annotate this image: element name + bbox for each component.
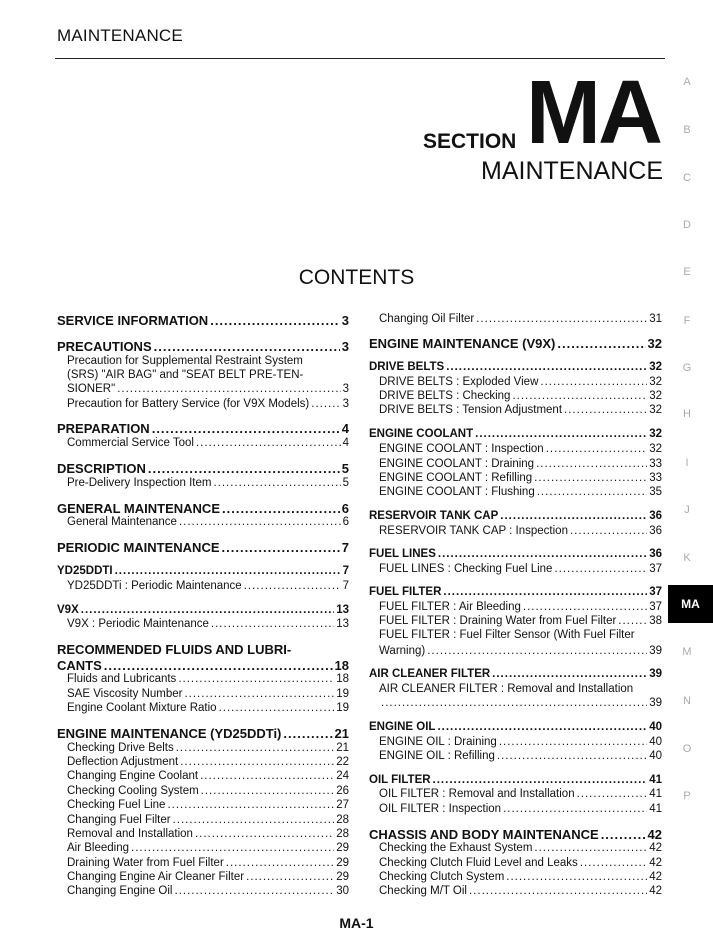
toc-page-number: 40: [649, 750, 662, 762]
toc-entry-text: Pre-Delivery Inspection Item: [67, 477, 212, 489]
section-tab[interactable]: P: [683, 790, 691, 802]
toc-entry-text: ENGINE OIL: [369, 721, 436, 733]
dot-leader: [536, 458, 647, 470]
toc-item[interactable]: [67, 398, 349, 410]
toc-page-number: 5: [341, 461, 349, 476]
dot-leader: [570, 525, 647, 537]
toc-heading[interactable]: [57, 501, 349, 516]
toc-page-number: 32: [649, 404, 662, 416]
section-tab[interactable]: J: [684, 504, 690, 516]
toc-page-number: 3: [341, 339, 349, 354]
toc-item[interactable]: [379, 458, 662, 470]
toc-entry-text: ENGINE OIL : Draining: [379, 736, 497, 748]
dot-leader: [503, 803, 647, 815]
header-rule: [55, 58, 665, 59]
toc-item[interactable]: [379, 313, 662, 325]
dot-leader: [497, 750, 647, 762]
toc-item[interactable]: [379, 615, 662, 627]
toc-page-number: 32: [649, 376, 662, 388]
section-tab[interactable]: G: [682, 362, 692, 374]
dot-leader: [618, 615, 647, 627]
toc-heading[interactable]: [369, 361, 662, 373]
toc-entry-text: OIL FILTER: [369, 774, 431, 786]
toc-entry-text: AIR CLEANER FILTER : Removal and Installation: [379, 683, 634, 695]
toc-item[interactable]: [67, 742, 349, 754]
toc-page-number: 21: [334, 726, 349, 741]
dot-leader: [167, 799, 334, 811]
dot-leader: [179, 516, 341, 528]
toc-entry-text: ENGINE COOLANT : Refilling: [379, 472, 533, 484]
toc-entry-text: Commercial Service Tool: [67, 437, 194, 449]
toc-page-number: 37: [649, 586, 662, 598]
toc-page-number: 36: [649, 510, 662, 522]
toc-entry-text: RESERVOIR TANK CAP: [369, 510, 499, 522]
toc-entry-text: FUEL FILTER : Fuel Filter Sensor (With Fuel Filter: [379, 629, 635, 641]
toc-item[interactable]: [67, 871, 349, 883]
toc-page-number: 7: [342, 565, 349, 577]
toc-heading[interactable]: [57, 421, 349, 436]
toc-item[interactable]: [379, 788, 662, 800]
toc-entry-text: Engine Coolant Mixture Ratio: [67, 702, 217, 714]
toc-page-number: 38: [649, 615, 662, 627]
toc-entry-text: Precaution for Supplemental Restraint System: [67, 355, 303, 367]
toc-item[interactable]: [67, 383, 349, 395]
toc-item[interactable]: [67, 437, 349, 449]
toc-item[interactable]: [67, 516, 349, 528]
toc-heading[interactable]: [369, 721, 662, 733]
dot-leader: [104, 658, 333, 673]
toc-page-number: 37: [649, 563, 662, 575]
toc-item[interactable]: [67, 355, 349, 367]
toc-entry-text: ENGINE COOLANT : Draining: [379, 458, 535, 470]
dot-leader: [195, 828, 334, 840]
dot-leader: [540, 376, 647, 388]
page-number: MA-1: [339, 915, 374, 931]
toc-item[interactable]: [379, 885, 662, 897]
toc-page-number: 32: [649, 428, 662, 440]
toc-page-number: 26: [336, 785, 349, 797]
section-tab[interactable]: A: [683, 76, 691, 88]
page-header-label: MAINTENANCE: [57, 26, 183, 45]
toc-page-number: 39: [649, 697, 662, 709]
toc-heading[interactable]: [57, 339, 349, 354]
toc-page-number: 13: [336, 604, 349, 616]
dot-leader: [226, 857, 334, 869]
toc-item[interactable]: [379, 645, 662, 657]
toc-item[interactable]: [67, 369, 349, 381]
toc-page-number: 18: [334, 658, 349, 673]
toc-item[interactable]: [67, 785, 349, 797]
dot-leader: [176, 742, 334, 754]
dot-leader: [437, 721, 647, 733]
toc-entry-text: Removal and Installation: [67, 828, 193, 840]
toc-item[interactable]: [379, 697, 662, 709]
toc-page-number: 4: [342, 437, 349, 449]
toc-entry-text: Changing Engine Air Cleaner Filter: [67, 871, 245, 883]
toc-entry-text: ENGINE OIL : Refilling: [379, 750, 495, 762]
toc-item[interactable]: [379, 404, 662, 416]
toc-item[interactable]: [67, 828, 349, 840]
dot-leader: [244, 580, 341, 592]
dot-leader: [534, 472, 647, 484]
toc-page-number: 42: [649, 885, 662, 897]
toc-entry-text: OIL FILTER : Inspection: [379, 803, 502, 815]
section-tab[interactable]: H: [683, 408, 691, 420]
toc-entry-text: Checking Drive Belts: [67, 742, 174, 754]
toc-heading[interactable]: [57, 540, 349, 555]
toc-page-number: 22: [336, 756, 349, 768]
toc-heading[interactable]: [369, 774, 662, 786]
toc-page-number: 32: [647, 336, 662, 351]
dot-leader: [492, 668, 647, 680]
toc-page-number: 29: [336, 842, 349, 854]
section-tab[interactable]: I: [685, 457, 689, 469]
toc-heading[interactable]: [369, 336, 662, 351]
toc-entry-text: Changing Engine Oil: [67, 885, 173, 897]
toc-entry-text: ENGINE COOLANT: [369, 428, 474, 440]
toc-page-number: 27: [336, 799, 349, 811]
toc-heading[interactable]: [57, 642, 349, 657]
dot-leader: [500, 510, 647, 522]
dot-leader: [577, 788, 648, 800]
toc-entry-text: V9X : Periodic Maintenance: [67, 618, 209, 630]
toc-entry-text: SAE Viscosity Number: [67, 688, 183, 700]
toc-item[interactable]: [379, 601, 662, 613]
toc-entry-text: Checking Fuel Line: [67, 799, 166, 811]
toc-page-number: 40: [649, 736, 662, 748]
toc-item[interactable]: [379, 525, 662, 537]
toc-page-number: 33: [649, 458, 662, 470]
toc-page-number: 42: [649, 842, 662, 854]
dot-leader: [201, 785, 335, 797]
dot-leader: [178, 673, 334, 685]
toc-page-number: 28: [336, 828, 349, 840]
dot-leader: [173, 814, 335, 826]
dot-leader: [196, 437, 341, 449]
toc-entry-text: Deflection Adjustment: [67, 756, 179, 768]
toc-heading[interactable]: [369, 428, 662, 440]
toc-entry-text: PREPARATION: [57, 421, 150, 436]
section-tab[interactable]: M: [682, 646, 692, 658]
toc-entry-text: General Maintenance: [67, 516, 177, 528]
toc-item[interactable]: [67, 857, 349, 869]
toc-heading[interactable]: [369, 548, 662, 560]
toc-item[interactable]: [379, 376, 662, 388]
toc-heading[interactable]: [57, 461, 349, 476]
dot-leader: [211, 618, 334, 630]
toc-item[interactable]: [379, 629, 662, 641]
dot-leader: [469, 885, 647, 897]
dot-leader: [115, 565, 341, 577]
toc-item[interactable]: [379, 486, 662, 498]
toc-entry-text: YD25DDTI: [57, 565, 113, 577]
toc-heading[interactable]: [369, 668, 662, 680]
dot-leader: [427, 645, 647, 657]
dot-leader: [537, 486, 647, 498]
dot-leader: [222, 540, 340, 555]
toc-entry-text: CANTS: [57, 658, 102, 673]
toc-entry-text: Air Bleeding: [67, 842, 130, 854]
toc-entry-text: SERVICE INFORMATION: [57, 313, 209, 328]
toc-heading[interactable]: [57, 726, 349, 741]
toc-page-number: 41: [649, 788, 662, 800]
dot-leader: [580, 857, 647, 869]
toc-entry-text: CHASSIS AND BODY MAINTENANCE: [369, 827, 599, 842]
dot-leader: [200, 770, 334, 782]
toc-entry-text: V9X: [57, 604, 79, 616]
toc-entry-text: Checking Cooling System: [67, 785, 199, 797]
toc-item[interactable]: [379, 390, 662, 402]
toc-page-number: 39: [649, 668, 662, 680]
toc-item[interactable]: [67, 770, 349, 782]
toc-page-number: 4: [341, 421, 349, 436]
toc-item[interactable]: [67, 842, 349, 854]
section-tab[interactable]: K: [683, 552, 691, 564]
dot-leader: [246, 871, 334, 883]
toc-entry-text: RECOMMENDED FLUIDS AND LUBRI-: [57, 642, 292, 657]
dot-leader: [148, 461, 340, 476]
dot-leader: [546, 443, 648, 455]
toc-heading[interactable]: [57, 604, 349, 616]
dot-leader: [175, 885, 335, 897]
dot-leader: [283, 726, 332, 741]
dot-leader: [213, 477, 340, 489]
section-tab[interactable]: O: [682, 743, 692, 755]
toc-item[interactable]: [67, 885, 349, 897]
dot-leader: [210, 313, 340, 328]
dot-leader: [476, 313, 647, 325]
toc-entry-text: DRIVE BELTS : Exploded View: [379, 376, 539, 388]
toc-entry-text: ENGINE MAINTENANCE (V9X): [369, 336, 556, 351]
toc-page-number: 29: [336, 857, 349, 869]
toc-page-number: 37: [649, 601, 662, 613]
dot-leader: [117, 383, 340, 395]
dot-leader: [534, 842, 647, 854]
toc-heading[interactable]: [57, 658, 349, 673]
dot-leader: [601, 827, 646, 842]
toc-page-number: 32: [649, 390, 662, 402]
toc-entry-text: PERIODIC MAINTENANCE: [57, 540, 220, 555]
toc-page-number: 36: [649, 525, 662, 537]
dot-leader: [512, 390, 647, 402]
toc-page-number: 42: [649, 871, 662, 883]
toc-item[interactable]: [379, 871, 662, 883]
toc-page-number: 6: [341, 501, 349, 516]
dot-leader: [475, 428, 647, 440]
toc-page-number: 7: [341, 540, 349, 555]
toc-entry-text: Warning): [379, 645, 426, 657]
toc-item[interactable]: [379, 472, 662, 484]
toc-page-number: 21: [336, 742, 349, 754]
toc-item[interactable]: [67, 702, 349, 714]
dot-leader: [184, 688, 334, 700]
toc-page-number: 30: [336, 885, 349, 897]
dot-leader: [131, 842, 334, 854]
toc-entry-text: Fluids and Lubricants: [67, 673, 177, 685]
section-title: MAINTENANCE: [481, 157, 663, 185]
dot-leader: [523, 601, 647, 613]
toc-item[interactable]: [67, 477, 349, 489]
toc-entry-text: AIR CLEANER FILTER: [369, 668, 491, 680]
toc-item[interactable]: [379, 857, 662, 869]
dot-leader: [446, 361, 647, 373]
dot-leader: [311, 398, 340, 410]
dot-leader: [433, 774, 648, 786]
toc-entry-text: DRIVE BELTS: [369, 361, 445, 373]
toc-entry-text: FUEL FILTER : Draining Water from Fuel Filter: [379, 615, 617, 627]
toc-entry-text: (SRS) "AIR BAG" and "SEAT BELT PRE-TEN-: [67, 369, 304, 381]
toc-page-number: 41: [649, 774, 662, 786]
dot-leader: [438, 548, 647, 560]
toc-item[interactable]: [67, 799, 349, 811]
toc-entry-text: Checking Clutch Fluid Level and Leaks: [379, 857, 578, 869]
toc-item[interactable]: [67, 814, 349, 826]
toc-page-number: 33: [649, 472, 662, 484]
dot-leader: [219, 702, 335, 714]
toc-page-number: 31: [649, 313, 662, 325]
toc-entry-text: FUEL FILTER: [369, 586, 442, 598]
section-word: SECTION: [423, 130, 517, 153]
toc-entry-text: FUEL LINES: [369, 548, 436, 560]
section-code: MA: [526, 63, 660, 163]
toc-item[interactable]: [379, 842, 662, 854]
toc-page-number: 13: [336, 618, 349, 630]
toc-entry-text: GENERAL MAINTENANCE: [57, 501, 220, 516]
dot-leader: [499, 736, 647, 748]
toc-entry-text: Draining Water from Fuel Filter: [67, 857, 224, 869]
section-tab-active[interactable]: MA: [668, 585, 713, 623]
toc-item[interactable]: [379, 736, 662, 748]
toc-item[interactable]: [379, 750, 662, 762]
dot-leader: [154, 339, 340, 354]
toc-page-number: 36: [649, 548, 662, 560]
toc-entry-text: RESERVOIR TANK CAP : Inspection: [379, 525, 568, 537]
toc-entry-text: Changing Fuel Filter: [67, 814, 171, 826]
section-tab[interactable]: F: [683, 315, 691, 327]
dot-leader: [152, 421, 340, 436]
toc-heading[interactable]: [57, 565, 349, 577]
toc-item[interactable]: [67, 580, 349, 592]
toc-item[interactable]: [379, 803, 662, 815]
toc-page-number: 3: [341, 313, 349, 328]
toc-page-number: 3: [342, 398, 349, 410]
toc-item[interactable]: [379, 683, 662, 695]
dot-leader: [557, 336, 645, 351]
toc-entry-text: DRIVE BELTS : Checking: [379, 390, 511, 402]
toc-entry-text: Changing Oil Filter: [379, 313, 475, 325]
toc-item[interactable]: [67, 756, 349, 768]
toc-page-number: 35: [649, 486, 662, 498]
toc-entry-text: ENGINE MAINTENANCE (YD25DDTi): [57, 726, 282, 741]
toc-page-number: 19: [336, 702, 349, 714]
toc-page-number: 6: [342, 516, 349, 528]
dot-leader: [443, 586, 647, 598]
toc-item[interactable]: [379, 563, 662, 575]
dot-leader: [564, 404, 647, 416]
toc-entry-text: FUEL LINES : Checking Fuel Line: [379, 563, 553, 575]
toc-heading[interactable]: [57, 313, 349, 328]
dot-leader: [381, 697, 647, 709]
contents-heading: CONTENTS: [298, 266, 415, 289]
dot-leader: [222, 501, 340, 516]
dot-leader: [180, 756, 334, 768]
toc-heading[interactable]: [369, 510, 662, 522]
toc-item[interactable]: [379, 443, 662, 455]
toc-page-number: 18: [336, 673, 349, 685]
toc-page-number: 32: [649, 361, 662, 373]
toc-item[interactable]: [67, 673, 349, 685]
toc-entry-text: OIL FILTER : Removal and Installation: [379, 788, 575, 800]
toc-entry-text: FUEL FILTER : Air Bleeding: [379, 601, 521, 613]
section-tab[interactable]: D: [683, 219, 691, 231]
toc-entry-text: ENGINE COOLANT : Flushing: [379, 486, 535, 498]
toc-entry-text: Checking the Exhaust System: [379, 842, 533, 854]
toc-entry-text: PRECAUTIONS: [57, 339, 152, 354]
toc-entry-text: Precaution for Battery Service (for V9X Models): [67, 398, 310, 410]
toc-page-number: 5: [342, 477, 349, 489]
dot-leader: [506, 871, 647, 883]
section-tab[interactable]: N: [683, 695, 691, 707]
toc-page-number: 42: [649, 857, 662, 869]
toc-page-number: 24: [336, 770, 349, 782]
section-tab[interactable]: B: [683, 124, 691, 136]
toc-page-number: 28: [336, 814, 349, 826]
toc-entry-text: SIONER": [67, 383, 116, 395]
toc-entry-text: DESCRIPTION: [57, 461, 146, 476]
toc-entry-text: ENGINE COOLANT : Inspection: [379, 443, 544, 455]
toc-page-number: 39: [649, 645, 662, 657]
toc-page-number: 32: [649, 443, 662, 455]
toc-entry-text: Changing Engine Coolant: [67, 770, 199, 782]
toc-item[interactable]: [67, 688, 349, 700]
toc-page-number: 29: [336, 871, 349, 883]
dot-leader: [554, 563, 647, 575]
toc-entry-text: Checking M/T Oil: [379, 885, 467, 897]
toc-heading[interactable]: [369, 827, 662, 842]
toc-entry-text: Checking Clutch System: [379, 871, 505, 883]
toc-page-number: 3: [342, 383, 349, 395]
toc-item[interactable]: [67, 618, 349, 630]
section-tab[interactable]: C: [683, 172, 691, 184]
section-tab[interactable]: E: [683, 266, 691, 278]
toc-entry-text: YD25DDTi : Periodic Maintenance: [67, 580, 242, 592]
toc-page-number: 41: [649, 803, 662, 815]
toc-page-number: 40: [649, 721, 662, 733]
dot-leader: [81, 604, 334, 616]
toc-entry-text: DRIVE BELTS : Tension Adjustment: [379, 404, 563, 416]
toc-heading[interactable]: [369, 586, 662, 598]
toc-page-number: 19: [336, 688, 349, 700]
toc-page-number: 7: [342, 580, 349, 592]
toc-page-number: 42: [647, 827, 662, 842]
